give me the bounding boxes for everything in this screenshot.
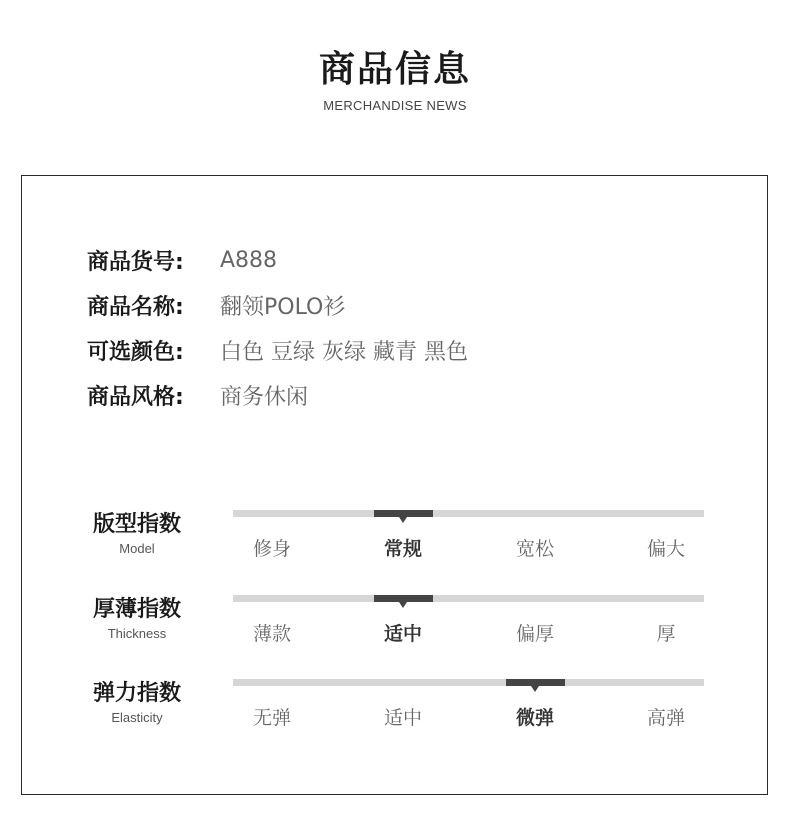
scale-title [87, 510, 187, 557]
info-value: 商务休闲 [220, 385, 309, 410]
info-row-colors [87, 328, 468, 373]
info-row-style [87, 373, 468, 418]
info-row-name [87, 283, 468, 328]
product-info-panel [21, 175, 768, 795]
scale-title [87, 679, 187, 726]
scale-title-cn: 厚薄指数 [92, 597, 181, 622]
info-value: 翻领POLO衫 [220, 295, 346, 320]
scale-option: 厚 [656, 623, 676, 645]
scale-title-en: Thickness [107, 626, 167, 641]
scale-model [22, 510, 769, 580]
scale-options [233, 534, 704, 562]
scale-marker [374, 510, 433, 517]
scale-title [87, 595, 187, 642]
scale-elasticity [22, 679, 769, 749]
scale-thickness [22, 595, 769, 665]
scale-option: 偏大 [646, 538, 685, 560]
scale-option: 宽松 [515, 538, 554, 560]
scale-options [233, 619, 704, 647]
info-label: 可选颜色: [87, 340, 184, 365]
scale-option: 高弹 [646, 707, 685, 729]
scale-title-en: Elasticity [111, 710, 163, 725]
scale-option: 无弹 [252, 707, 291, 729]
scale-title-cn: 版型指数 [92, 512, 181, 537]
product-info-list [87, 238, 468, 418]
info-value: A888 [220, 248, 278, 273]
info-value: 白色 豆绿 灰绿 藏青 黑色 [220, 340, 468, 365]
scale-track [233, 595, 704, 602]
scale-marker [506, 679, 565, 686]
scale-option: 修身 [252, 538, 291, 560]
info-row-sku [87, 238, 468, 283]
info-label: 商品名称: [87, 295, 184, 320]
section-title: 商品信息 [318, 49, 471, 90]
scale-option: 偏厚 [515, 623, 554, 645]
info-label: 商品货号: [87, 250, 184, 275]
scale-marker [374, 595, 433, 602]
scale-title-cn: 弹力指数 [92, 681, 181, 706]
scale-option: 常规 [383, 538, 422, 560]
scale-option: 微弹 [515, 707, 554, 729]
scale-track [233, 510, 704, 517]
scale-track [233, 679, 704, 686]
info-label: 商品风格: [87, 385, 184, 410]
section-subtitle: MERCHANDISE NEWS [323, 98, 467, 113]
scale-option: 适中 [383, 707, 422, 729]
scale-option: 适中 [383, 623, 422, 645]
scale-title-en: Model [119, 541, 155, 556]
scale-options [233, 703, 704, 731]
section-header [0, 44, 790, 113]
scale-option: 薄款 [252, 623, 291, 645]
